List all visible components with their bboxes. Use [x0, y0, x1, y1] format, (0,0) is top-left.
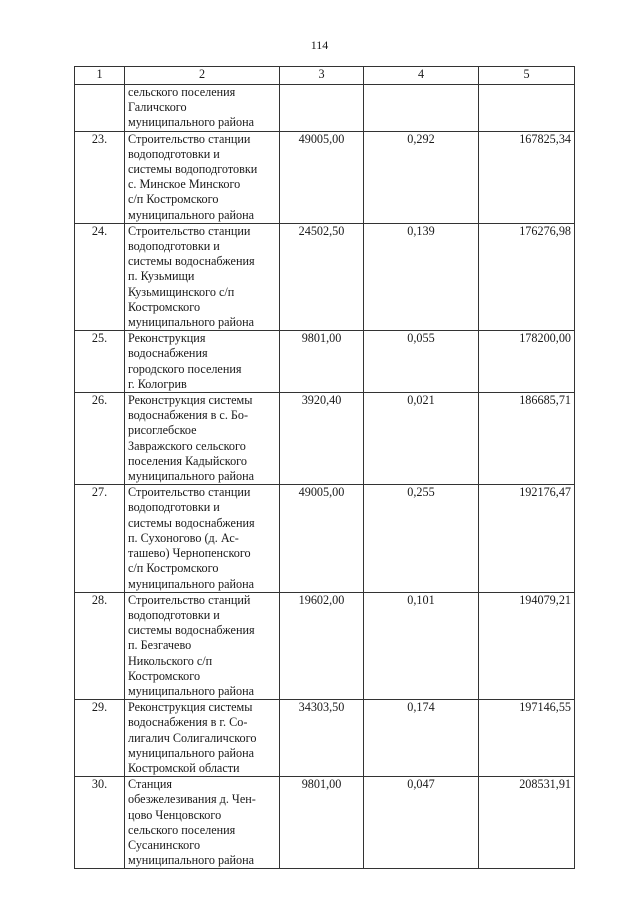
- project-name: [125, 85, 280, 132]
- header-col-4: 4: [364, 67, 479, 85]
- row-number: 30.: [75, 777, 125, 869]
- row-number: 26.: [75, 393, 125, 485]
- project-name: [125, 223, 280, 330]
- header-row: [75, 67, 575, 85]
- project-name-line: водоснабжения: [128, 346, 208, 361]
- value-col-4: [364, 85, 479, 132]
- project-name-line: муниципального района: [128, 683, 255, 698]
- row-number: 23.: [75, 131, 125, 223]
- project-name-line: сельского поселения: [128, 822, 236, 837]
- value-col-5: [479, 85, 575, 132]
- project-name-line: муниципального района: [128, 315, 255, 330]
- project-name-line: Строительство станции: [128, 131, 251, 146]
- value-col-4: 0,021: [364, 393, 479, 485]
- value-col-5: 167825,34: [479, 131, 575, 223]
- value-col-4: 0,255: [364, 485, 479, 592]
- project-name-line: рисоглебское: [128, 423, 197, 438]
- row-number: 28.: [75, 592, 125, 699]
- table-row: [75, 85, 575, 132]
- project-name-line: обезжелезивания д. Чен-: [128, 792, 256, 807]
- project-name-line: с. Минское Минского: [128, 177, 241, 192]
- project-name-line: системы водоподготовки: [128, 162, 258, 177]
- value-col-3: 9801,00: [280, 777, 364, 869]
- project-name-line: Строительство станции: [128, 485, 251, 500]
- project-name-line: муниципального района: [128, 207, 255, 222]
- project-name-line: с/п Костромского: [128, 192, 219, 207]
- project-name-line: муниципального района: [128, 115, 255, 130]
- row-number: [75, 85, 125, 132]
- value-col-4: 0,139: [364, 223, 479, 330]
- project-name-line: водоподготовки и: [128, 607, 220, 622]
- table-row: [75, 223, 575, 330]
- project-name-line: лигалич Солигаличского: [128, 730, 257, 745]
- project-name: [125, 592, 280, 699]
- project-name-line: водоснабжения в с. Бо-: [128, 408, 249, 423]
- project-name-line: муниципального района: [128, 853, 255, 868]
- value-col-3: 3920,40: [280, 393, 364, 485]
- project-name: [125, 777, 280, 869]
- row-number: 25.: [75, 331, 125, 393]
- value-col-5: 178200,00: [479, 331, 575, 393]
- data-table: [74, 66, 575, 869]
- project-name-line: Реконструкция системы: [128, 700, 253, 715]
- value-col-3: 49005,00: [280, 131, 364, 223]
- table-header: [75, 67, 575, 85]
- project-name-line: Реконструкция: [128, 331, 206, 346]
- value-col-3: 34303,50: [280, 700, 364, 777]
- project-name-line: системы водоснабжения: [128, 515, 255, 530]
- value-col-4: 0,292: [364, 131, 479, 223]
- header-col-5: 5: [479, 67, 575, 85]
- project-name-line: Строительство станций: [128, 592, 251, 607]
- project-name-line: Завражского сельского: [128, 438, 246, 453]
- value-col-5: 176276,98: [479, 223, 575, 330]
- project-name-line: муниципального района: [128, 745, 255, 760]
- project-name: [125, 700, 280, 777]
- project-name: [125, 393, 280, 485]
- value-col-3: 49005,00: [280, 485, 364, 592]
- table-row: [75, 700, 575, 777]
- value-col-5: 186685,71: [479, 393, 575, 485]
- project-name-line: водоподготовки и: [128, 239, 220, 254]
- project-name-line: цово Ченцовского: [128, 807, 222, 822]
- project-name-line: Костромской области: [128, 760, 240, 775]
- project-name-line: п. Кузьмищи: [128, 269, 195, 284]
- project-name-line: п. Безгачево: [128, 638, 192, 653]
- value-col-3: 19602,00: [280, 592, 364, 699]
- table-row: [75, 131, 575, 223]
- value-col-3: 24502,50: [280, 223, 364, 330]
- project-name-line: водоподготовки и: [128, 500, 220, 515]
- project-name-line: Никольского с/п: [128, 653, 213, 668]
- value-col-4: 0,055: [364, 331, 479, 393]
- page-number: 114: [310, 38, 329, 52]
- row-number: 24.: [75, 223, 125, 330]
- value-col-4: 0,174: [364, 700, 479, 777]
- value-col-4: 0,101: [364, 592, 479, 699]
- table-body: [75, 85, 575, 869]
- project-name-line: Кузьмищинского с/п: [128, 284, 235, 299]
- project-name-line: Сусанинского: [128, 837, 201, 852]
- table-row: [75, 485, 575, 592]
- value-col-5: 194079,21: [479, 592, 575, 699]
- header-col-1: 1: [75, 67, 125, 85]
- row-number: 27.: [75, 485, 125, 592]
- project-name-line: п. Сухоногово (д. Ас-: [128, 530, 239, 545]
- value-col-5: 208531,91: [479, 777, 575, 869]
- value-col-5: 192176,47: [479, 485, 575, 592]
- project-name-line: муниципального района: [128, 469, 255, 484]
- value-col-4: 0,047: [364, 777, 479, 869]
- header-col-2: 2: [125, 67, 280, 85]
- project-name-line: поселения Кадыйского: [128, 453, 247, 468]
- project-name-line: ташево) Чернопенского: [128, 546, 251, 561]
- project-name: [125, 131, 280, 223]
- table-row: [75, 777, 575, 869]
- table-row: [75, 592, 575, 699]
- project-name-line: Реконструкция системы: [128, 393, 253, 408]
- project-name: [125, 485, 280, 592]
- table-row: [75, 331, 575, 393]
- project-name-line: системы водоснабжения: [128, 623, 255, 638]
- project-name-line: г. Кологрив: [128, 376, 187, 391]
- project-name-line: водоподготовки и: [128, 146, 220, 161]
- project-name-line: Станция: [128, 777, 173, 792]
- value-col-3: [280, 85, 364, 132]
- project-name-line: Костромского: [128, 299, 201, 314]
- header-col-3: 3: [280, 67, 364, 85]
- row-number: 29.: [75, 700, 125, 777]
- table-row: [75, 393, 575, 485]
- value-col-3: 9801,00: [280, 331, 364, 393]
- project-name-line: муниципального района: [128, 576, 255, 591]
- project-name: [125, 331, 280, 393]
- project-name-line: водоснабжения в г. Со-: [128, 715, 248, 730]
- value-col-5: 197146,55: [479, 700, 575, 777]
- project-name-line: сельского поселения: [128, 85, 236, 99]
- project-name-line: Костромского: [128, 668, 201, 683]
- project-name-line: городского поселения: [128, 361, 242, 376]
- project-name-line: с/п Костромского: [128, 561, 219, 576]
- project-name-line: системы водоснабжения: [128, 254, 255, 269]
- project-name-line: Строительство станции: [128, 223, 251, 238]
- project-name-line: Галичского: [128, 100, 187, 115]
